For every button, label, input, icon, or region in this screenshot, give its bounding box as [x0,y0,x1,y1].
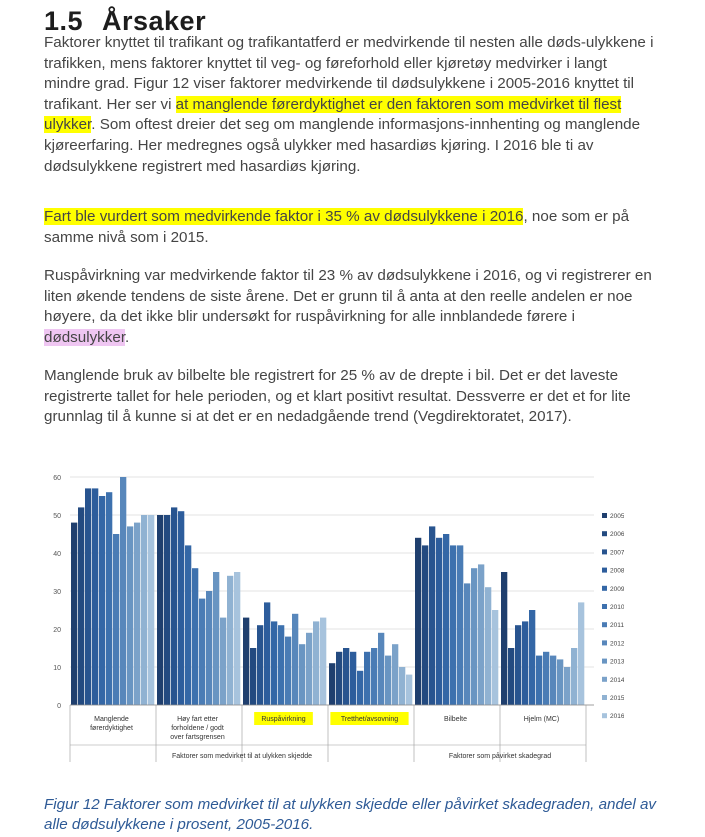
legend-swatch [602,640,607,645]
legend [602,513,624,720]
bar [78,507,84,705]
bar [485,587,491,705]
paragraph-2-text-b: , noe som er på samme nivå som i 2015. [44,208,630,246]
bar [522,621,528,705]
bar [178,511,184,705]
bar [536,656,542,705]
bar [306,633,312,705]
legend-label: 2006 [610,531,624,539]
y-tick-label: 50 [53,513,61,520]
legend-label: 2007 [610,549,624,557]
legend-swatch [602,695,607,700]
paragraph-2 [44,207,656,248]
legend-label: 2013 [610,658,624,666]
bar [285,637,291,705]
bar [564,667,570,705]
section-number: 1.5 [44,6,84,36]
bar [299,644,305,705]
bar [99,496,105,705]
highlight-yellow: at manglende førerdyktighet er den faktoren som medvirket til flest ulykker [44,95,622,134]
x-category-label: Bilbelte [444,716,467,723]
bar [492,610,498,705]
paragraph-1 [44,33,656,177]
bar [429,526,435,705]
bar [415,538,421,705]
section-title: Årsaker [102,6,207,36]
bar [343,648,349,705]
legend-swatch [602,568,607,573]
bar [243,618,249,705]
bar [234,572,240,705]
bar [313,621,319,705]
bar [106,492,112,705]
legend-label: 2005 [610,513,624,520]
bar [501,572,507,705]
legend-swatch [602,604,607,609]
legend-swatch [602,677,607,682]
y-tick-label: 40 [53,551,61,558]
legend-swatch [602,586,607,591]
paragraph-3-text-c: . [125,328,130,346]
bar [406,675,412,705]
bar [185,545,191,705]
bar [171,507,177,705]
bar [336,652,342,705]
legend-label: 2011 [610,622,624,630]
x-group-label: Faktorer som medvirket til at ulykken skjedde [171,753,313,760]
legend-label: 2012 [610,640,624,648]
bar [250,648,256,705]
bar [457,545,463,705]
bar [278,625,284,705]
paragraph-1-text-c: . Som oftest dreier det seg om manglende informasjons-innhenting og manglende kjøreerfaring. Her medregnes også ulykker med hasardiøs kjøring. I 2016 ble ti av dødsulykkene registrert med hasardiøs kjøring. [44,116,641,175]
bar [329,663,335,705]
highlight-pink: dødsulykker [44,328,126,346]
legend-swatch [602,513,607,518]
y-tick-label: 0 [57,703,61,710]
bar [422,545,428,705]
bar [471,568,477,705]
bar [550,656,556,705]
x-axis [70,705,594,762]
legend-swatch [602,659,607,664]
bar [399,667,405,705]
bar [164,515,170,705]
bar [71,523,77,705]
legend-swatch [602,713,607,718]
bar [364,652,370,705]
bar [371,648,377,705]
bar [192,568,198,705]
bar [508,648,514,705]
x-category-label: Hjelm (MC) [523,716,560,723]
paragraph-3-text-a: Ruspåvirkning var medvirkende faktor til 23 % av dødsulykkene i 2016, og vi registrerer en liten økende tendens de siste årene. Det er grunn til å anta at den reelle andelen er noe høyere, da det ikke blir undersøkt for ruspåvirkning for alle innblandede førere i [44,267,652,326]
highlight-yellow: Fart ble vurdert som medvirkende faktor i 35 % av dødsulykkene i 2016 [44,208,524,225]
x-group-label: Faktorer som påvirket skadegrad [448,753,552,760]
bar [478,564,484,705]
bar [436,538,442,705]
bar [85,488,91,705]
bar [271,621,277,705]
bar [557,659,563,705]
bar [357,671,363,705]
legend-label: 2016 [610,713,624,721]
bar [578,602,584,705]
y-axis [53,475,61,710]
bar [515,625,521,705]
y-tick-label: 30 [53,589,61,596]
bar [213,572,219,705]
legend-label: 2015 [610,695,624,702]
bar [320,618,326,705]
paragraph-1-text-a: Faktorer knyttet til trafikant og trafikantatferd er medvirkende til nesten alle døds-ulykkene i trafikken, mens faktorer knyttet til veg- og føreforhold eller kjøretøy medvirker i langt mindre grad. Figur 12 viser faktorer medvirkende til dødsulykkene i 2005-2016 knyttet til trafikant. Her ser vi [44,34,654,113]
legend-label: 2008 [610,567,624,575]
legend-label: 2010 [610,604,624,611]
bar [120,477,126,705]
bar [385,656,391,705]
figure-caption: Figur 12 Faktorer som medvirket til at ulykken skjedde eller påvirket skadegraden, andel av alle dødsulykkene i prosent, 2005-2016. [44,796,657,833]
y-tick-label: 10 [53,665,61,672]
bar [127,526,133,705]
x-category-label: Høy fart etter forholdene / godt over fartsgrensen [170,716,225,741]
bar [134,523,140,705]
bar-chart [44,462,624,778]
bar [571,648,577,705]
bar [350,652,356,705]
legend-swatch [602,622,607,627]
bar [529,610,535,705]
paragraph-4: Manglende bruk av bilbelte ble registrert for 25 % av de drepte i bil. Det er det laveste registrerte tallet for hele perioden, og et klart positivt resultat. Dessverre er det et for lite grunnlag til å kunne si at det er en nedadgående trend (Vegdirektoratet, 2017). [44,367,631,426]
bar [392,644,398,705]
x-category-label: Manglende førerdyktighet [90,716,133,732]
bar [464,583,470,705]
bar [378,633,384,705]
bar [92,488,98,705]
bar [157,515,163,705]
bar [220,618,226,705]
legend-swatch [602,549,607,554]
bar [113,534,119,705]
x-category-label: Tretthet/avsovning [340,716,399,723]
x-category-label: Ruspåvirkning [261,716,306,723]
legend-label: 2014 [610,676,624,684]
bar [148,515,154,705]
bar [227,576,233,705]
y-tick-label: 20 [53,627,61,634]
bar [543,652,549,705]
bar [206,591,212,705]
legend-label: 2009 [610,585,624,593]
bar [257,625,263,705]
bar [292,614,298,705]
legend-swatch [602,531,607,536]
paragraph-3 [44,266,656,348]
bar [443,534,449,705]
bar [264,602,270,705]
bar [450,545,456,705]
bar [141,515,147,705]
y-tick-label: 60 [53,475,61,482]
bar [199,599,205,705]
